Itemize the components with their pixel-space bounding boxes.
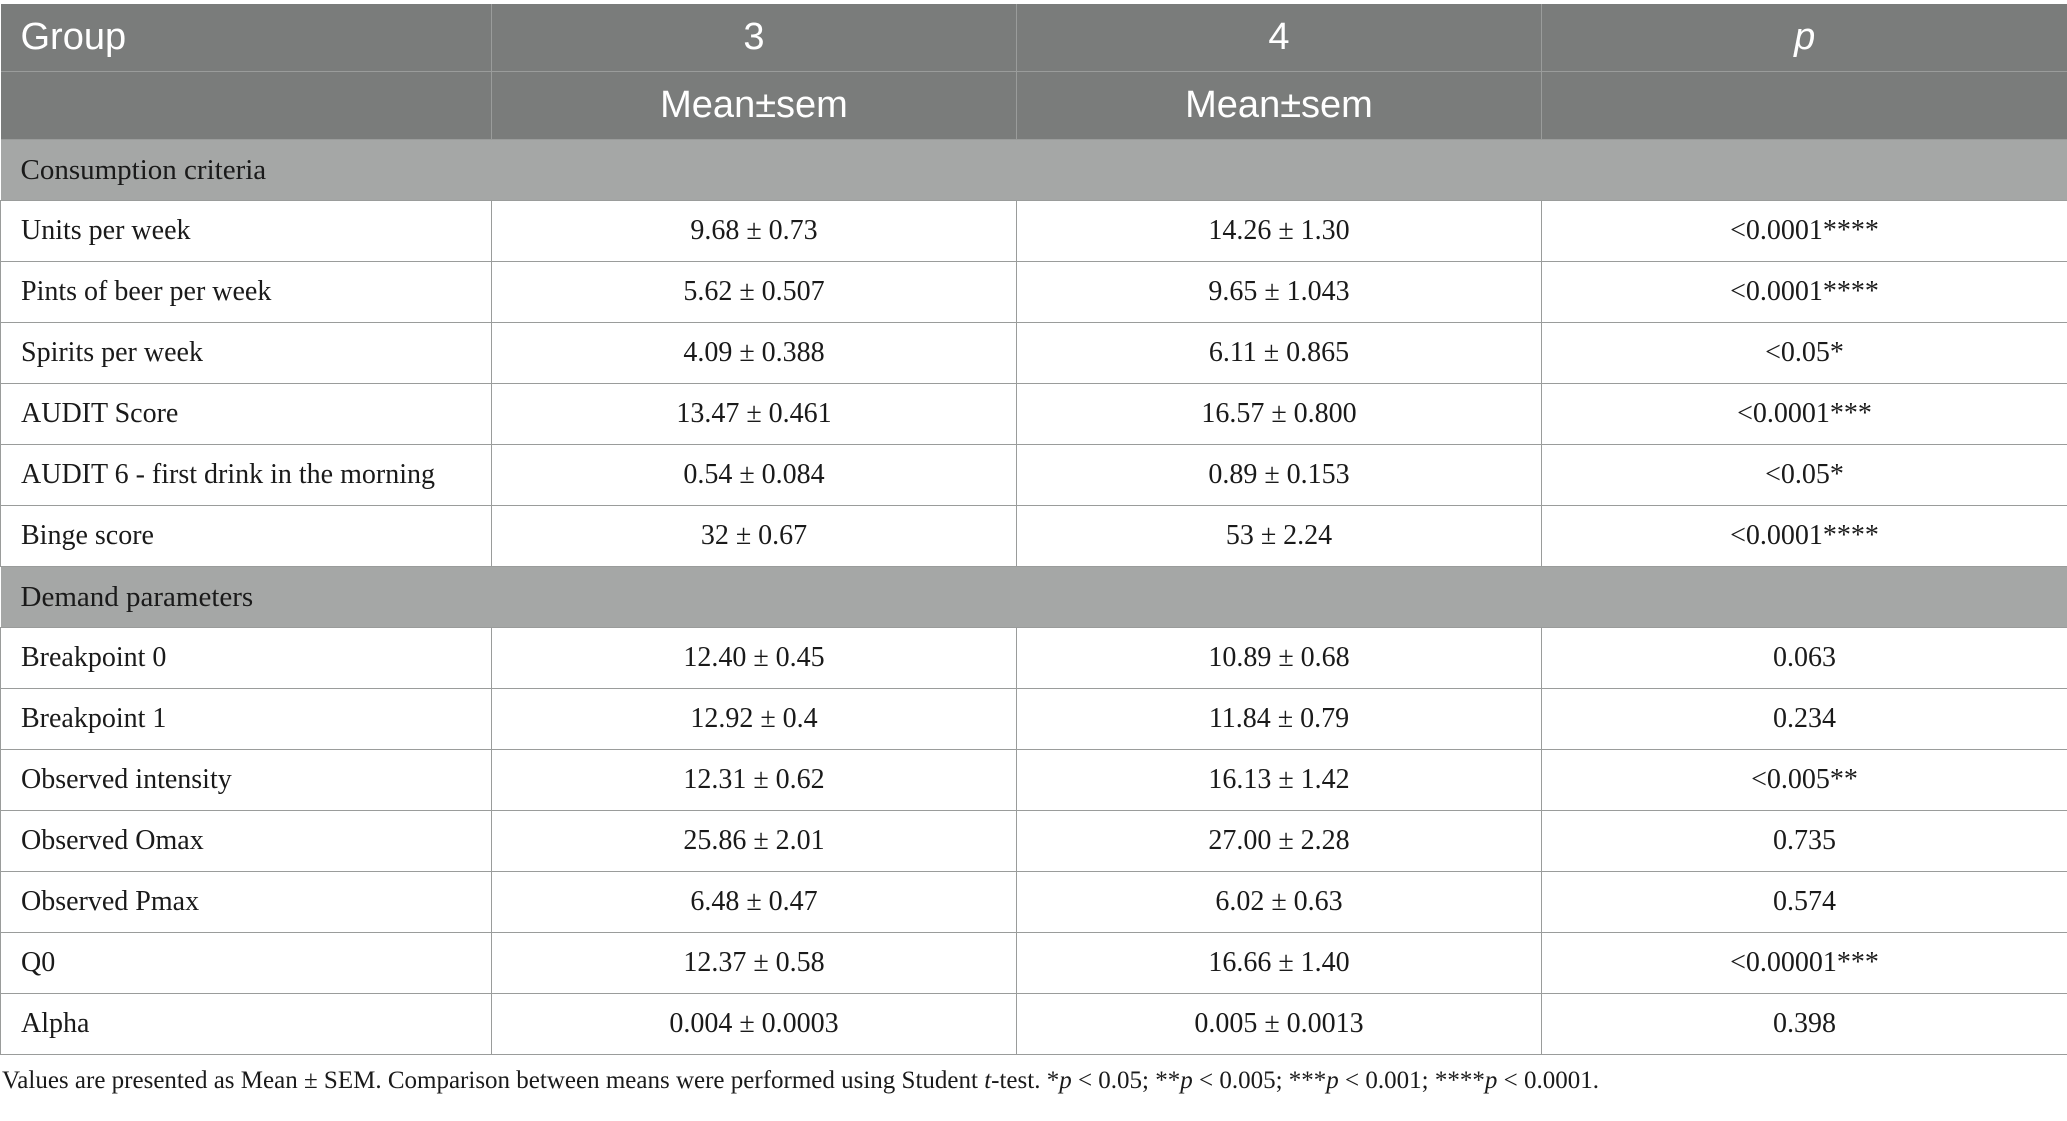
subheader-empty-p	[1542, 72, 2067, 140]
cell-group-3: 0.004 ± 0.0003	[492, 994, 1017, 1055]
cell-p-value: 0.398	[1542, 994, 2067, 1055]
row-label: AUDIT 6 - first drink in the morning	[1, 445, 492, 506]
footnote-text: Values are presented as Mean ± SEM. Comparison between means were performed using Student	[2, 1067, 985, 1094]
footnote-text: < 0.0001.	[1497, 1067, 1599, 1094]
cell-p-value: <0.0001****	[1542, 262, 2067, 323]
cell-p-value: <0.0001****	[1542, 201, 2067, 262]
table-row	[1, 506, 2067, 567]
cell-group-3: 9.68 ± 0.73	[492, 201, 1017, 262]
cell-group-3: 12.92 ± 0.4	[492, 689, 1017, 750]
cell-group-4: 14.26 ± 1.30	[1017, 201, 1542, 262]
subheader-row	[1, 72, 2067, 140]
cell-group-3: 25.86 ± 2.01	[492, 811, 1017, 872]
table-footnote	[0, 1055, 2067, 1095]
results-table	[0, 4, 2067, 1055]
footnote-text: < 0.001; ****	[1338, 1067, 1485, 1094]
header-group-3: 3	[492, 4, 1017, 72]
cell-group-4: 11.84 ± 0.79	[1017, 689, 1542, 750]
table-row	[1, 994, 2067, 1055]
cell-p-value: <0.05*	[1542, 323, 2067, 384]
cell-group-4: 0.89 ± 0.153	[1017, 445, 1542, 506]
cell-p-value: <0.0001****	[1542, 506, 2067, 567]
table-row	[1, 384, 2067, 445]
cell-group-3: 12.31 ± 0.62	[492, 750, 1017, 811]
table-row	[1, 872, 2067, 933]
table-row	[1, 323, 2067, 384]
cell-group-4: 6.02 ± 0.63	[1017, 872, 1542, 933]
cell-group-3: 4.09 ± 0.388	[492, 323, 1017, 384]
cell-p-value: 0.574	[1542, 872, 2067, 933]
row-label: Observed Omax	[1, 811, 492, 872]
table-container	[0, 4, 2067, 1095]
section-header-row	[1, 567, 2067, 628]
row-label: Observed intensity	[1, 750, 492, 811]
table-row	[1, 750, 2067, 811]
cell-group-3: 5.62 ± 0.507	[492, 262, 1017, 323]
header-group-label: Group	[1, 4, 492, 72]
row-label: AUDIT Score	[1, 384, 492, 445]
row-label: Binge score	[1, 506, 492, 567]
table-row	[1, 811, 2067, 872]
footnote-text: -test. *	[991, 1067, 1060, 1094]
table-row	[1, 201, 2067, 262]
cell-group-3: 12.37 ± 0.58	[492, 933, 1017, 994]
row-label: Spirits per week	[1, 323, 492, 384]
table-row	[1, 445, 2067, 506]
header-p-value: p	[1542, 4, 2067, 72]
cell-group-4: 10.89 ± 0.68	[1017, 628, 1542, 689]
footnote-text: < 0.05; **	[1071, 1067, 1181, 1094]
row-label: Breakpoint 1	[1, 689, 492, 750]
footnote-p-italic: p	[1059, 1067, 1072, 1094]
cell-group-4: 6.11 ± 0.865	[1017, 323, 1542, 384]
cell-p-value: <0.05*	[1542, 445, 2067, 506]
table-row	[1, 628, 2067, 689]
cell-p-value: 0.735	[1542, 811, 2067, 872]
footnote-t-italic: t	[984, 1067, 992, 1094]
cell-group-4: 9.65 ± 1.043	[1017, 262, 1542, 323]
cell-group-3: 0.54 ± 0.084	[492, 445, 1017, 506]
cell-p-value: 0.063	[1542, 628, 2067, 689]
section-title: Demand parameters	[1, 567, 2067, 628]
subheader-mean-sem-4: Mean±sem	[1017, 72, 1542, 140]
cell-group-4: 16.57 ± 0.800	[1017, 384, 1542, 445]
cell-p-value: <0.00001***	[1542, 933, 2067, 994]
cell-group-3: 13.47 ± 0.461	[492, 384, 1017, 445]
section-header-row	[1, 140, 2067, 201]
cell-group-4: 53 ± 2.24	[1017, 506, 1542, 567]
footnote-p-italic: p	[1326, 1067, 1339, 1094]
row-label: Pints of beer per week	[1, 262, 492, 323]
cell-p-value: <0.0001***	[1542, 384, 2067, 445]
table-row	[1, 933, 2067, 994]
table-row	[1, 689, 2067, 750]
cell-group-3: 6.48 ± 0.47	[492, 872, 1017, 933]
footnote-p-italic: p	[1484, 1067, 1498, 1094]
row-label: Observed Pmax	[1, 872, 492, 933]
cell-group-3: 12.40 ± 0.45	[492, 628, 1017, 689]
row-label: Units per week	[1, 201, 492, 262]
cell-group-4: 16.13 ± 1.42	[1017, 750, 1542, 811]
cell-group-4: 27.00 ± 2.28	[1017, 811, 1542, 872]
cell-p-value: 0.234	[1542, 689, 2067, 750]
header-row	[1, 4, 2067, 72]
table-row	[1, 262, 2067, 323]
cell-p-value: <0.005**	[1542, 750, 2067, 811]
subheader-mean-sem-3: Mean±sem	[492, 72, 1017, 140]
section-title: Consumption criteria	[1, 140, 2067, 201]
footnote-p-italic: p	[1180, 1067, 1193, 1094]
cell-group-4: 16.66 ± 1.40	[1017, 933, 1542, 994]
row-label: Q0	[1, 933, 492, 994]
subheader-empty	[1, 72, 492, 140]
cell-group-4: 0.005 ± 0.0013	[1017, 994, 1542, 1055]
header-group-4: 4	[1017, 4, 1542, 72]
row-label: Alpha	[1, 994, 492, 1055]
footnote-text: < 0.005; ***	[1192, 1067, 1327, 1094]
cell-group-3: 32 ± 0.67	[492, 506, 1017, 567]
row-label: Breakpoint 0	[1, 628, 492, 689]
